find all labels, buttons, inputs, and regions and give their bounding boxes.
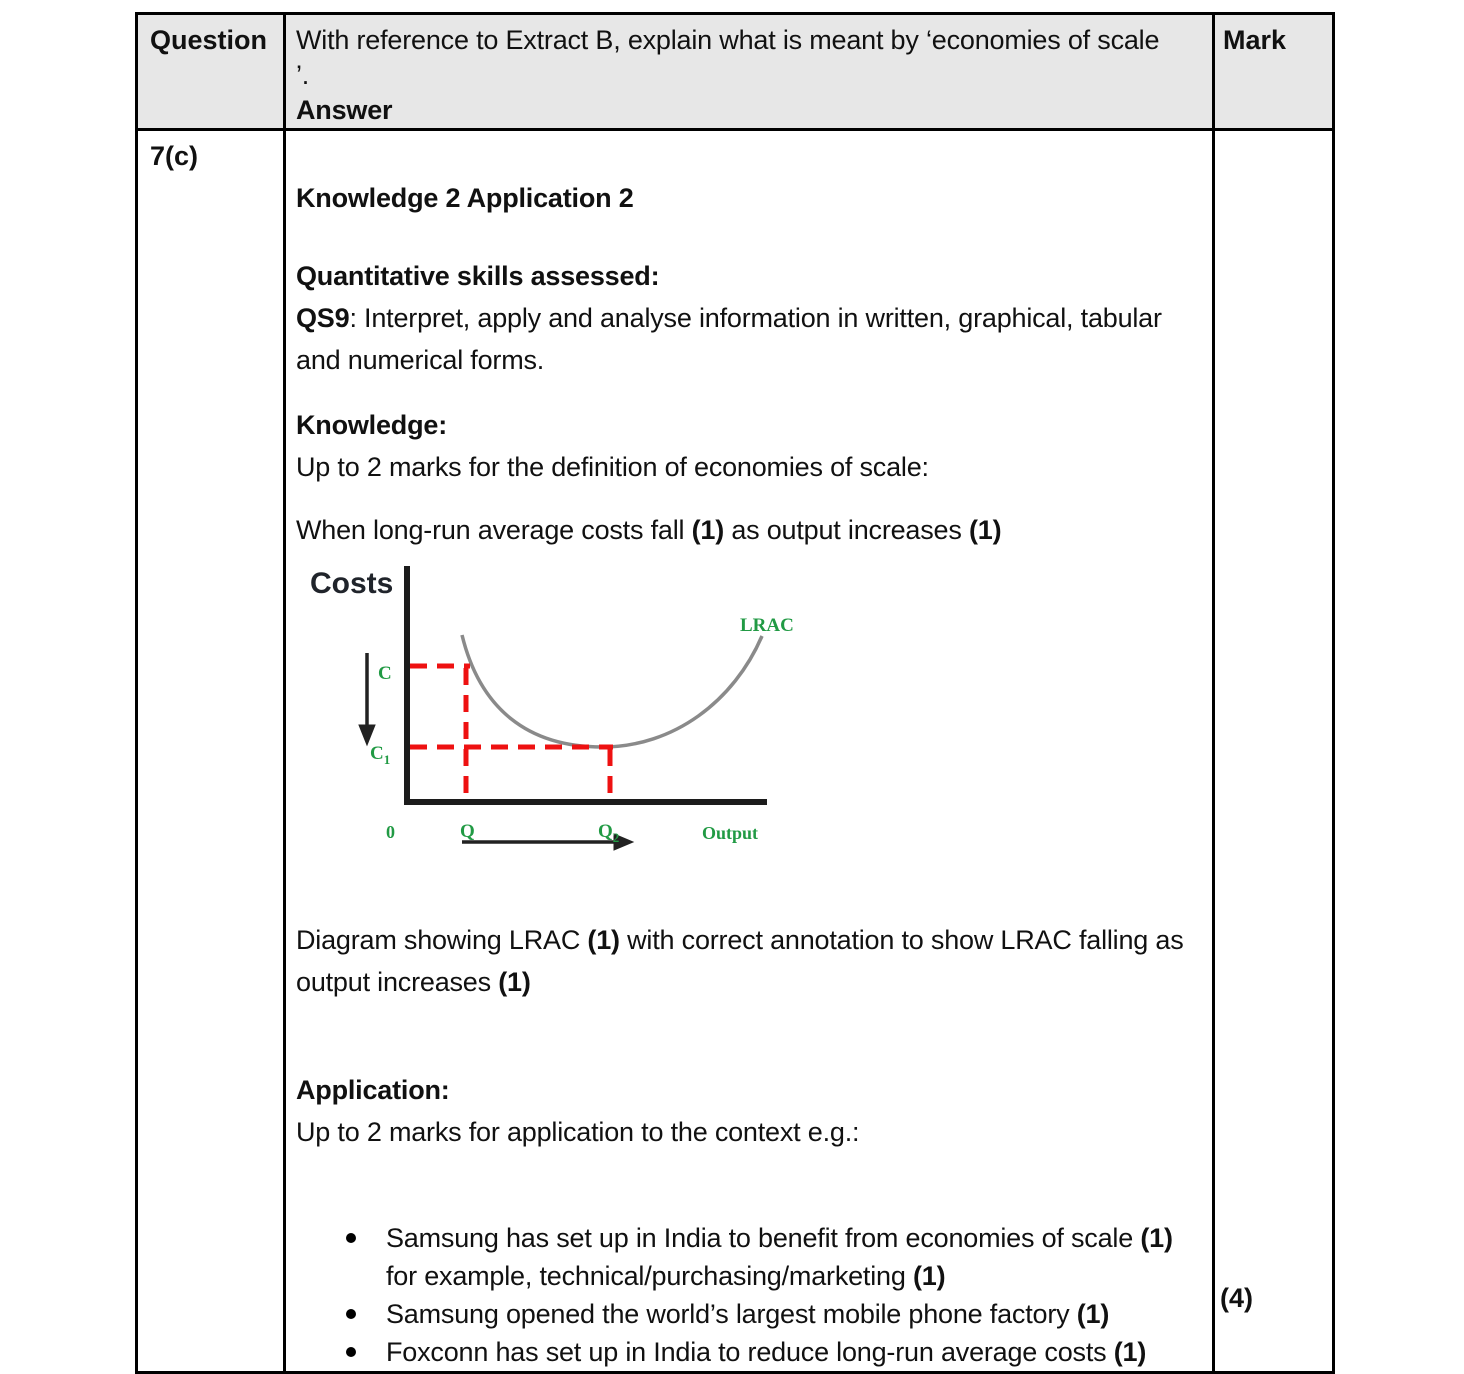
c1-base: C bbox=[370, 743, 384, 764]
red-dashed-guides bbox=[410, 666, 613, 801]
lrac-diagram bbox=[304, 561, 804, 893]
question-number-cell bbox=[137, 130, 285, 1373]
knowledge-heading: Knowledge: bbox=[296, 410, 447, 440]
list-item: Samsung has set up in India to benefit from economies of scale (1) for example, technical/purchasing/marketing (1) bbox=[386, 1219, 1206, 1295]
application-intro: Up to 2 marks for application to the context e.g.: bbox=[296, 1117, 860, 1147]
q2-subscript: 2 bbox=[612, 830, 620, 845]
diagram-caption: Diagram showing LRAC (1) with correct annotation to show LRAC falling as output increases (1) bbox=[296, 925, 1184, 997]
list-item: Samsung opened the world’s largest mobile phone factory (1) bbox=[386, 1295, 1206, 1333]
c1-price-label bbox=[370, 733, 390, 781]
knowledge-intro: Up to 2 marks for the definition of economies of scale: bbox=[296, 452, 929, 482]
mark-scheme-table bbox=[135, 12, 1335, 1374]
question-text-cell bbox=[285, 14, 1214, 130]
lrac-curve bbox=[462, 635, 762, 747]
mark-cell bbox=[1214, 130, 1334, 1373]
application-heading: Application: bbox=[296, 1075, 450, 1105]
costs-axis-label: Costs bbox=[310, 567, 394, 600]
origin-label: 0 bbox=[386, 822, 395, 842]
question-number: 7(c) bbox=[150, 141, 199, 171]
question-text: With reference to Extract B, explain what is meant by ‘economies of scale ’. bbox=[296, 25, 1160, 90]
answer-cell bbox=[285, 130, 1214, 1373]
q-quantity-label: Q bbox=[460, 821, 475, 842]
c-price-label: C bbox=[378, 663, 392, 684]
list-item: Foxconn has set up in India to reduce long-run average costs (1) bbox=[386, 1333, 1206, 1371]
answer-row bbox=[137, 130, 1334, 1373]
mark-header-cell bbox=[1214, 14, 1334, 130]
quantitative-skills-heading: Quantitative skills assessed: bbox=[296, 261, 660, 291]
lrac-curve-label: LRAC bbox=[740, 615, 794, 636]
question-header-label: Question bbox=[150, 25, 268, 55]
q2-base: Q bbox=[598, 821, 613, 842]
header-row bbox=[137, 14, 1334, 130]
answer-label: Answer bbox=[296, 95, 393, 125]
mark-value: (4) bbox=[1220, 1283, 1253, 1313]
output-axis-label: Output bbox=[702, 823, 759, 843]
c1-subscript: 1 bbox=[383, 752, 391, 767]
qs9-line: QS9: Interpret, apply and analyse information in written, graphical, tabular and numerical forms. bbox=[296, 303, 1162, 375]
application-bullet-list bbox=[296, 1219, 1206, 1371]
mark-header-label: Mark bbox=[1223, 25, 1287, 55]
knowledge-application-heading: Knowledge 2 Application 2 bbox=[296, 183, 634, 213]
question-header-cell bbox=[137, 14, 285, 130]
direction-arrows bbox=[359, 653, 633, 850]
q2-quantity-label bbox=[598, 811, 619, 859]
definition-line: When long-run average costs fall (1) as output increases (1) bbox=[296, 515, 1002, 545]
